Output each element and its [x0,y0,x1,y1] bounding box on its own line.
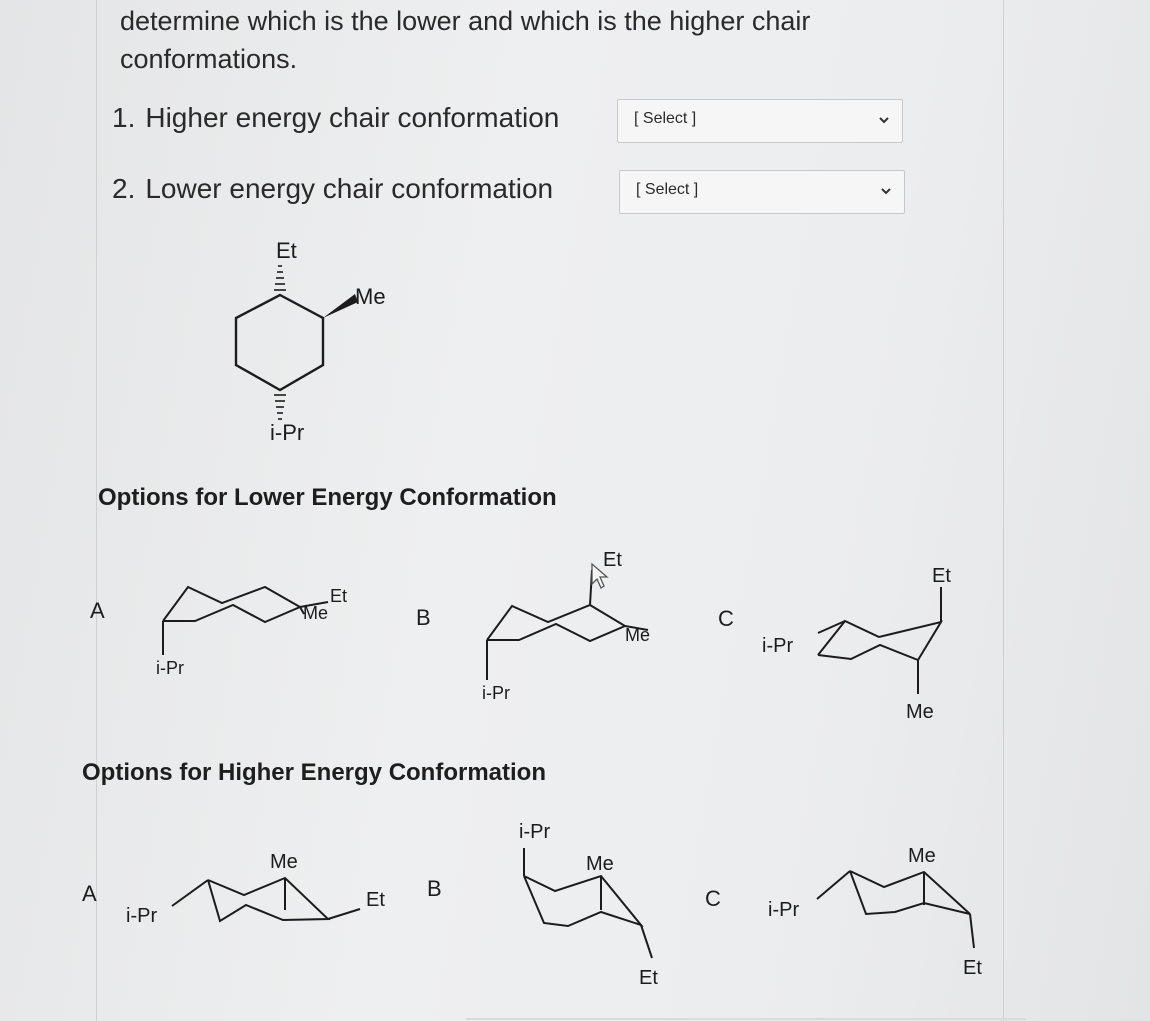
lower-c-label-et: Et [932,565,951,587]
higher-chair-c [817,871,974,948]
higher-c-label-et: Et [963,957,982,979]
higher-option-a-letter: A [82,881,97,906]
cyclohexane-structure [236,266,323,419]
mol-label-ipr: i-Pr [270,420,305,445]
higher-chair-a [172,878,360,921]
divider [466,1018,1026,1020]
lower-chair-c [818,587,941,694]
lower-options-heading: Options for Lower Energy Conformation [98,484,557,511]
higher-c-label-me: Me [908,845,936,867]
answer-number: 1. [112,102,136,133]
lower-option-a-letter: A [90,598,105,623]
higher-b-label-me: Me [586,853,614,875]
higher-a-label-me: Me [270,851,298,873]
higher-option-b-letter: B [427,876,442,901]
lower-a-label-et: Et [330,586,348,606]
answer-label-lower: Lower energy chair conformation [145,173,554,204]
answer-label-higher: Higher energy chair conformation [145,102,560,133]
higher-c-label-ipr: i-Pr [768,899,800,921]
higher-options-heading: Options for Higher Energy Conformation [82,759,547,786]
mol-label-et: Et [276,238,297,263]
select-value: [ Select ] [636,181,699,198]
higher-b-label-ipr: i-Pr [519,821,551,843]
lower-chair-b [487,570,651,680]
higher-a-label-et: Et [366,889,385,911]
select-value: [ Select ] [634,110,697,127]
lower-b-label-et: Et [603,549,622,571]
lower-c-label-ipr: i-Pr [762,635,794,657]
wedge-bond [323,294,358,318]
higher-option-c-letter: C [705,886,721,911]
lower-option-c-letter: C [718,606,734,631]
lower-option-b-letter: B [416,605,431,630]
higher-b-label-et: Et [639,967,658,989]
lower-a-label-me: Me [303,603,329,623]
answer-number: 2. [112,173,136,204]
lower-a-label-ipr: i-Pr [156,658,184,678]
lower-c-label-me: Me [906,701,934,723]
mol-label-me: Me [355,284,386,309]
higher-a-label-ipr: i-Pr [126,905,158,927]
lower-b-label-me: Me [625,625,651,645]
lower-b-label-ipr: i-Pr [482,683,510,703]
question-text: determine which is the lower and which is the higher chair conformations. [120,6,811,74]
